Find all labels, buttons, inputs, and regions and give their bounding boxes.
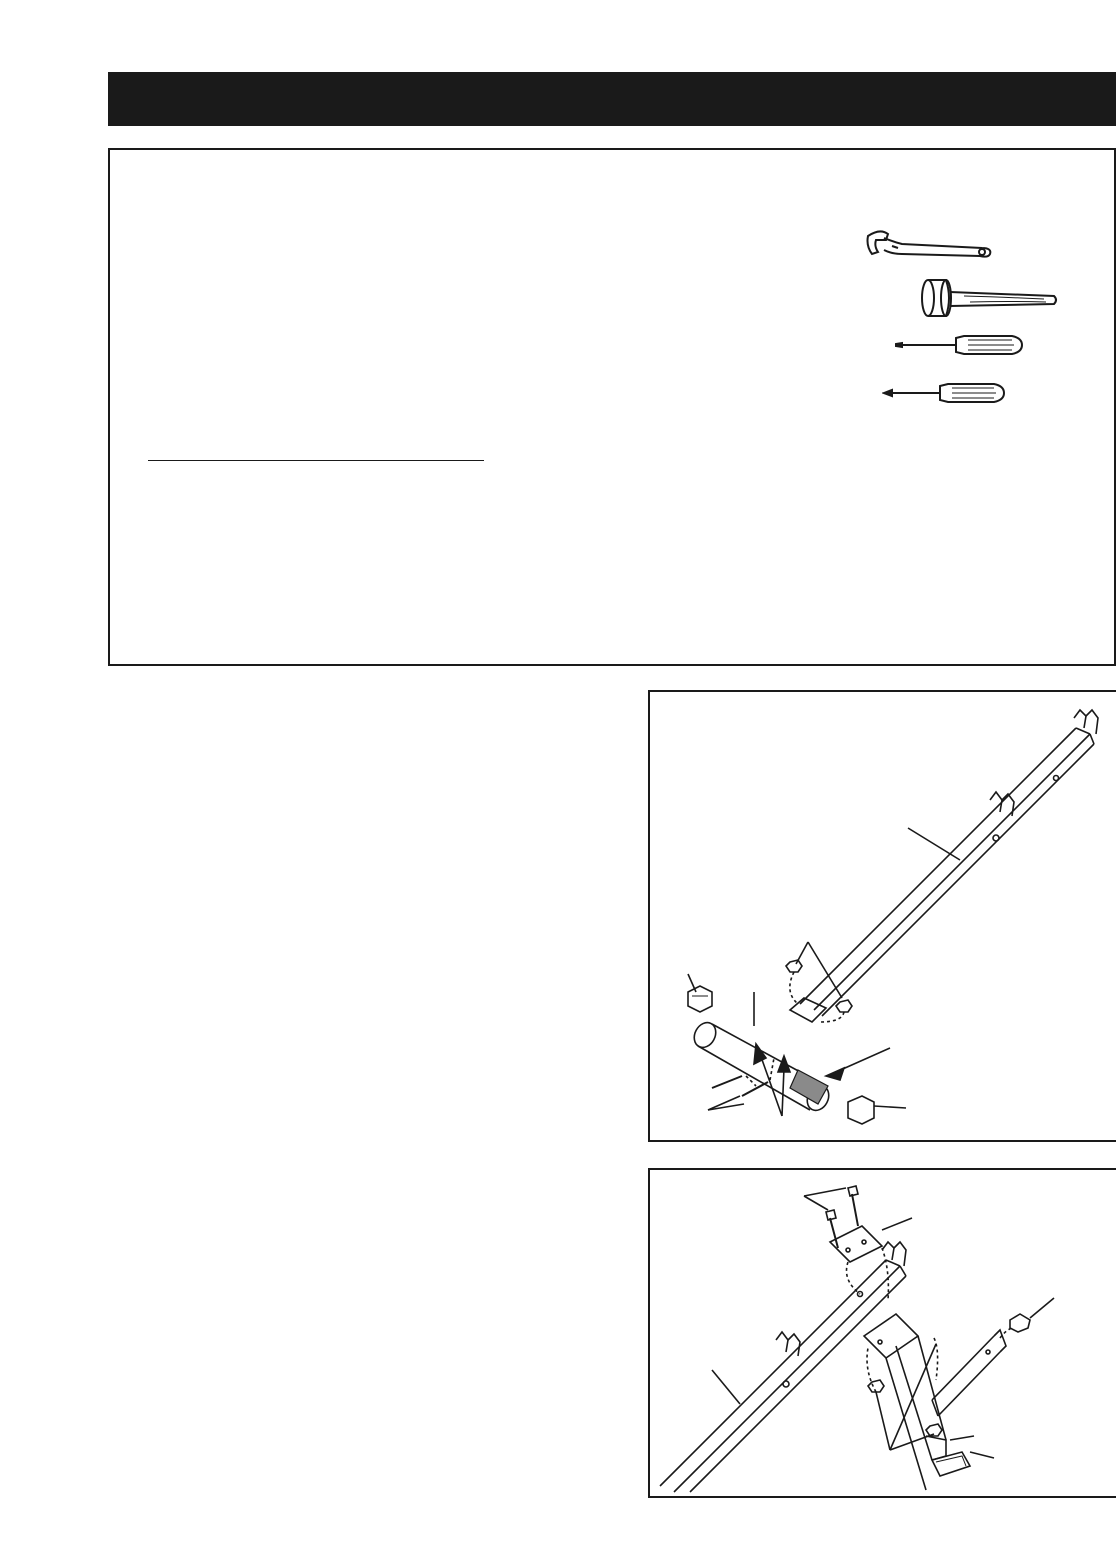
tools-box: [108, 148, 1116, 666]
figure-1: [648, 690, 1116, 1142]
phillips-screwdriver-icon: [882, 378, 1008, 408]
section-header-bar: [108, 72, 1116, 126]
frame-leg-assembly-icon: [650, 1170, 1116, 1496]
wrench-icon: [862, 226, 998, 266]
flat-screwdriver-icon: [894, 330, 1024, 360]
underline-rule: [148, 460, 484, 461]
figure-2: [648, 1168, 1116, 1498]
mallet-icon: [920, 276, 1060, 322]
frame-tube-assembly-icon: [650, 692, 1116, 1140]
